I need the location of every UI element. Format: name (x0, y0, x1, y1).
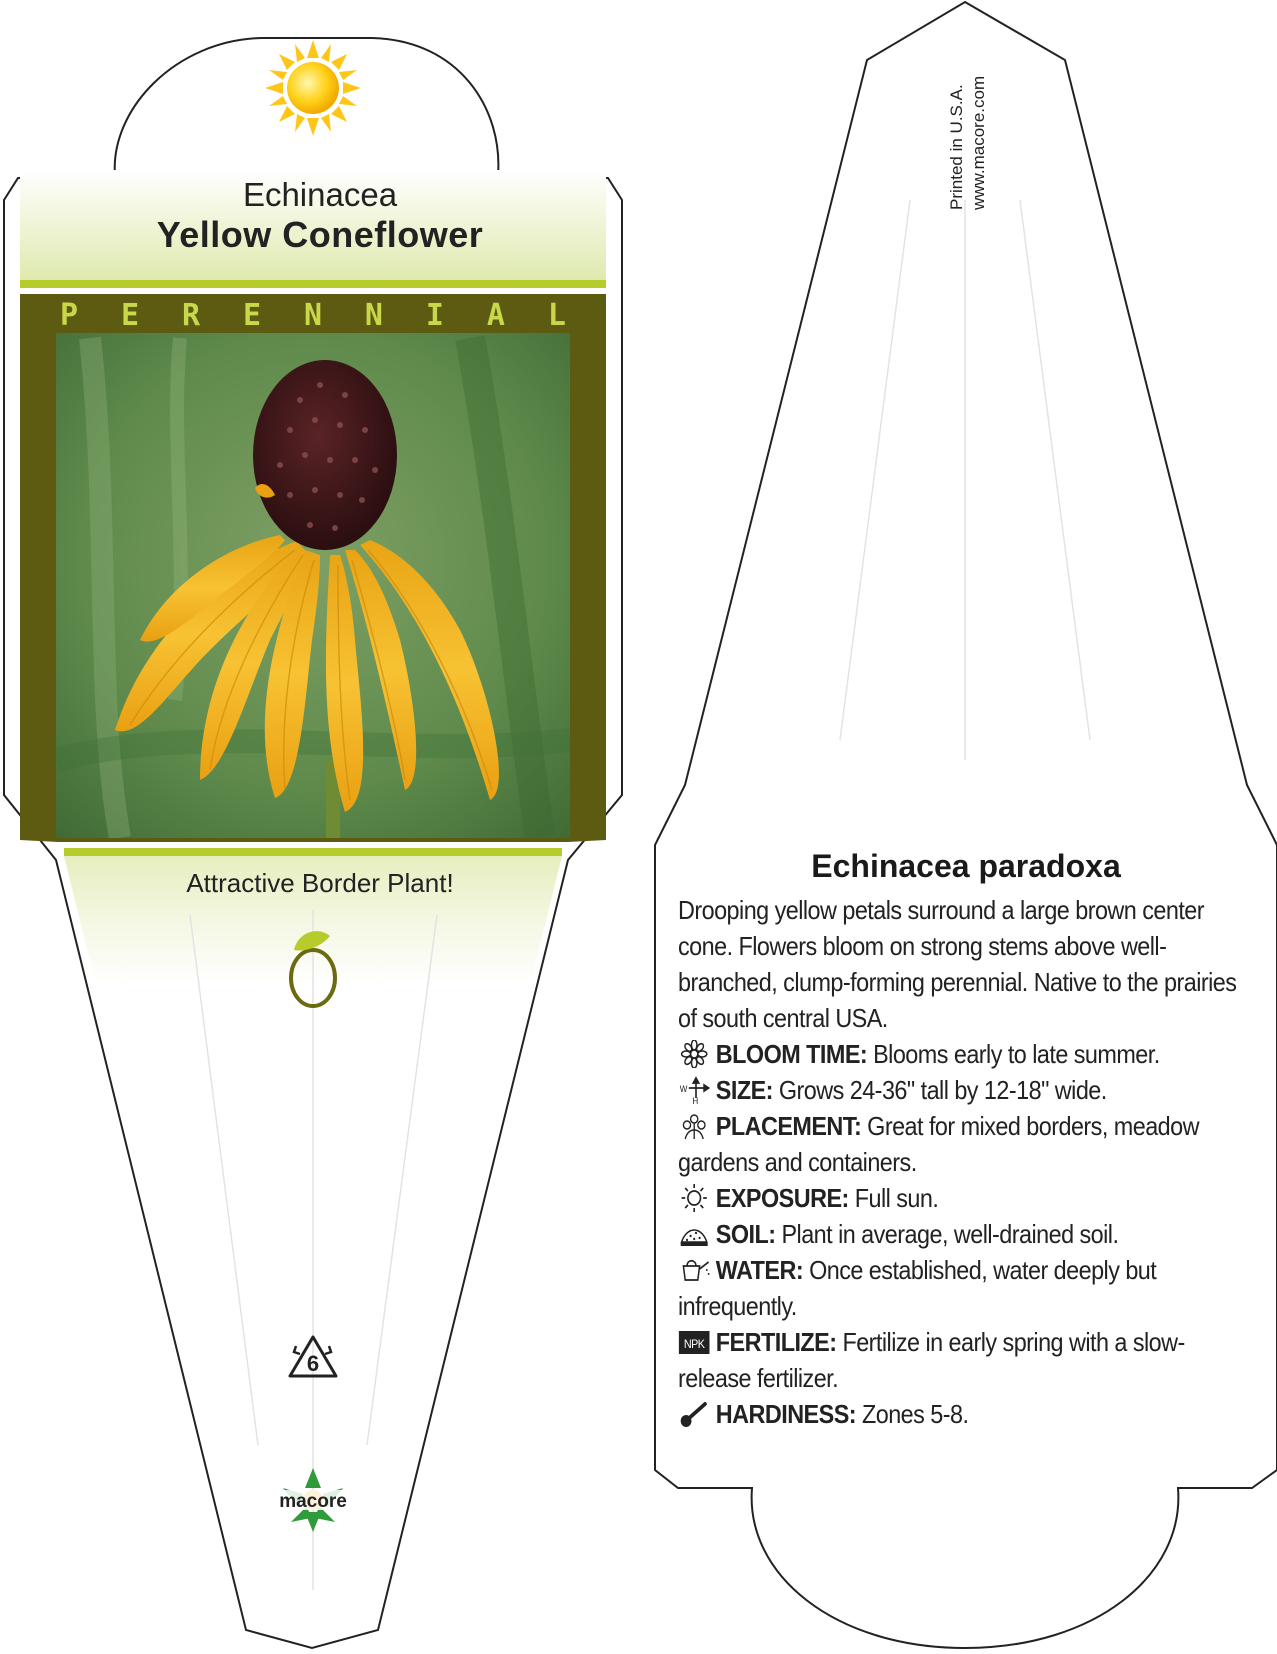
type-letter: E (120, 298, 140, 333)
npk-icon (678, 1328, 710, 1356)
plant-type-label (20, 298, 606, 333)
care-item-fertilize (678, 1324, 1254, 1396)
type-letter: N (364, 298, 383, 333)
flower-icon (678, 1040, 710, 1068)
watering-can-icon (678, 1256, 710, 1284)
size-icon-w: W (679, 1083, 687, 1095)
care-item-water (678, 1252, 1254, 1324)
type-letter: I (425, 298, 444, 333)
care-item-exposure (678, 1180, 1254, 1216)
photo-frame-bottom (20, 838, 606, 842)
full-sun-icon (265, 40, 361, 136)
soil-icon (678, 1220, 710, 1248)
care-text: Plant in average, well-drained soil. (781, 1219, 1119, 1249)
front-tag (4, 38, 622, 1648)
sun-icon (678, 1184, 710, 1212)
type-letter: A (486, 298, 505, 333)
botanical-name: Echinacea paradoxa (811, 848, 1121, 884)
type-letter: N (303, 298, 322, 333)
care-item-soil (678, 1216, 1254, 1252)
cultivar-name: Yellow Coneflower (156, 214, 484, 255)
care-item-bloom-time (678, 1036, 1254, 1072)
website: www.macore.com (969, 75, 988, 210)
type-letter: P (60, 298, 79, 333)
care-text: Once established, water deeply but infrequently. (678, 1255, 1157, 1321)
care-text: Great for mixed borders, meadow gardens and containers. (678, 1111, 1199, 1177)
care-label: WATER: (715, 1255, 804, 1285)
care-text: Fertilize in early spring with a slow-release fertilizer. (678, 1327, 1185, 1393)
type-letter: E (242, 298, 262, 333)
care-item-placement (678, 1108, 1254, 1180)
npk-label: NPK (683, 1338, 705, 1352)
size-icon (678, 1076, 710, 1104)
printed-in: Printed in U.S.A. (947, 84, 966, 210)
common-name: Echinacea (242, 176, 398, 213)
care-instructions (678, 892, 1254, 1432)
type-letter: L (547, 298, 566, 333)
care-label: BLOOM TIME: (715, 1039, 868, 1069)
size-icon-h: H (692, 1095, 698, 1104)
care-text: Zones 5-8. (861, 1399, 969, 1429)
care-label: FERTILIZE: (715, 1327, 837, 1357)
plant-photo (56, 333, 570, 840)
care-label: PLACEMENT: (715, 1111, 862, 1141)
tagline: Attractive Border Plant! (186, 868, 454, 898)
care-text: Blooms early to late summer. (873, 1039, 1160, 1069)
plant-description: Drooping yellow petals surround a large brown center cone. Flowers bloom on strong stems above well-branched, clump-forming perennial. Native to the prairies of south central USA. (678, 895, 1237, 1033)
type-letter: R (181, 298, 201, 333)
thermometer-icon (678, 1400, 710, 1428)
care-item-hardiness (678, 1396, 1254, 1432)
recycle-number: 6 (306, 1351, 320, 1376)
tagline-rule (64, 848, 562, 856)
header-rule (20, 280, 606, 288)
care-text: Grows 24-36" tall by 12-18" wide. (778, 1075, 1107, 1105)
brand-wordmark: macore (279, 1491, 347, 1512)
care-label: HARDINESS: (715, 1399, 857, 1429)
care-label: SOIL: (715, 1219, 776, 1249)
care-label: EXPOSURE: (715, 1183, 849, 1213)
care-item-size (678, 1072, 1254, 1108)
care-label: SIZE: (715, 1075, 773, 1105)
care-text: Full sun. (854, 1183, 939, 1213)
placement-icon (678, 1112, 710, 1140)
